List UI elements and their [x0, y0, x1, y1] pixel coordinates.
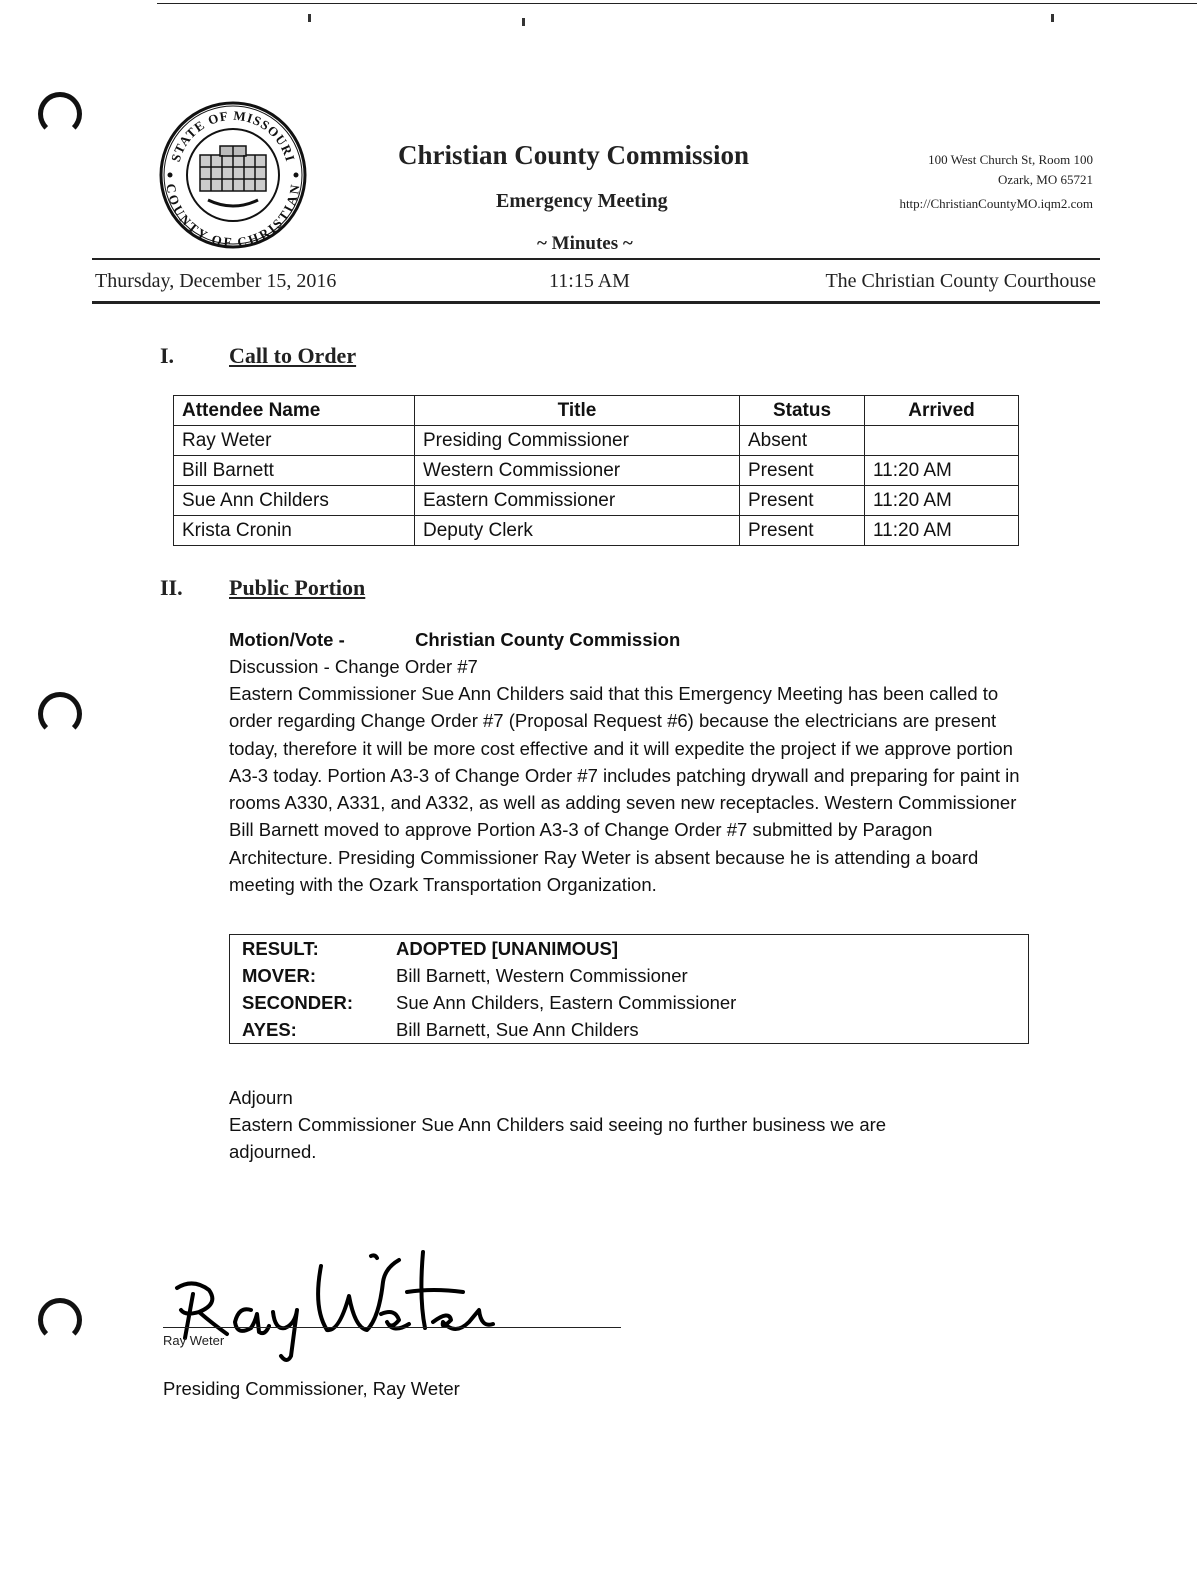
- table-header-row: [174, 396, 1019, 426]
- section-title-public-portion: Public Portion: [229, 575, 366, 600]
- attendee-arrived: 11:20 AM: [865, 486, 1019, 516]
- svg-text:COUNTY OF CHRISTIAN: [163, 183, 302, 250]
- website-link[interactable]: http://ChristianCountyMO.iqm2.com: [899, 196, 1093, 211]
- result-value: ADOPTED [UNANIMOUS]: [396, 937, 618, 959]
- attendee-name: Bill Barnett: [174, 456, 415, 486]
- attendee-title: Presiding Commissioner: [415, 426, 740, 456]
- motion-body: Christian County Commission: [415, 629, 681, 650]
- scan-speck: [522, 18, 525, 26]
- punch-hole-mark: [38, 92, 82, 136]
- vote-result-box: [229, 934, 1029, 1044]
- result-row: [230, 935, 1029, 963]
- attendee-name: Krista Cronin: [174, 516, 415, 546]
- result-label: RESULT:: [242, 937, 319, 959]
- attendee-status: Present: [740, 456, 865, 486]
- header-rule-bottom: [92, 301, 1100, 304]
- meeting-location: The Christian County Courthouse: [825, 270, 1096, 292]
- attendee-arrived: 11:20 AM: [865, 456, 1019, 486]
- scan-speck: [308, 14, 311, 22]
- signer-name: Ray Weter: [163, 1333, 225, 1348]
- scan-speck: [1051, 14, 1054, 22]
- seal-ring-bottom-text: COUNTY OF CHRISTIAN: [163, 182, 303, 250]
- courthouse-icon: [200, 146, 266, 206]
- column-header-arrived: Arrived: [865, 396, 1019, 426]
- attendee-title: Deputy Clerk: [415, 516, 740, 546]
- table-row: [174, 516, 1019, 546]
- address-block: [833, 150, 1093, 214]
- mover-row: [230, 962, 1029, 989]
- seconder-value: Sue Ann Childers, Eastern Commissioner: [396, 991, 737, 1013]
- section-number: II.: [160, 575, 183, 600]
- attendee-arrived: 11:20 AM: [865, 516, 1019, 546]
- meeting-time: 11:15 AM: [549, 270, 630, 292]
- attendee-status: Absent: [740, 426, 865, 456]
- table-row: [174, 426, 1019, 456]
- attendee-status: Present: [740, 516, 865, 546]
- section-title-call-to-order: Call to Order: [229, 343, 357, 368]
- column-header-title: Title: [415, 396, 740, 426]
- attendee-title: Eastern Commissioner: [415, 486, 740, 516]
- discussion-line: Discussion - Change Order #7: [229, 656, 478, 677]
- top-edge-rule: [157, 3, 1197, 4]
- attendee-status: Present: [740, 486, 865, 516]
- ayes-value: Bill Barnett, Sue Ann Childers: [396, 1018, 639, 1040]
- attendance-table: [173, 395, 1019, 546]
- signature-caption: Presiding Commissioner, Ray Weter: [163, 1378, 460, 1399]
- table-row: [174, 456, 1019, 486]
- attendee-name: Ray Weter: [174, 426, 415, 456]
- mover-value: Bill Barnett, Western Commissioner: [396, 964, 688, 986]
- ayes-label: AYES:: [242, 1018, 297, 1040]
- ayes-row: [230, 1016, 1029, 1044]
- seconder-row: [230, 989, 1029, 1016]
- column-header-attendee-name: Attendee Name: [174, 396, 415, 426]
- header-rule-top: [92, 258, 1100, 260]
- address-line-1: 100 West Church St, Room 100: [928, 152, 1093, 167]
- attendee-name: Sue Ann Childers: [174, 486, 415, 516]
- meeting-date: Thursday, December 15, 2016: [95, 270, 337, 292]
- document-type: ~ Minutes ~: [537, 233, 633, 254]
- section-number: I.: [160, 343, 175, 368]
- table-row: [174, 486, 1019, 516]
- punch-hole-mark: [38, 692, 82, 736]
- motion-line: [229, 626, 1029, 653]
- address-line-2: Ozark, MO 65721: [998, 172, 1093, 187]
- handwritten-signature: [163, 1238, 543, 1368]
- signature-line: [163, 1327, 621, 1328]
- motion-label: Motion/Vote -: [229, 629, 345, 650]
- column-header-status: Status: [740, 396, 865, 426]
- mover-label: MOVER:: [242, 964, 316, 986]
- meeting-type: Emergency Meeting: [496, 190, 668, 212]
- county-seal-logo: [158, 100, 308, 250]
- adjourn-heading: Adjourn: [229, 1087, 293, 1108]
- seconder-label: SECONDER:: [242, 991, 354, 1013]
- discussion-paragraph: Eastern Commissioner Sue Ann Childers said that this Emergency Meeting has been called to order regarding Change Order #7 (Proposal Request #6) because the electricians are present today, therefore it will be more cost effective and it will expedite the project if we approve portion A3-3 today. Portion A3-3 of Change Order #7 includes patching drywall and preparing for paint in rooms A330, A331, and A332, as well as adding seven new receptacles. Western Commissioner Bill Barnett moved to approve Portion A3-3 of Change Order #7 submitted by Paragon Architecture. Presiding Commissioner Ray Weter is absent because he is attending a board meeting with the Ozark Transportation Organization.: [229, 683, 1020, 896]
- seal-ring-top-text: STATE OF MISSOURI: [167, 107, 299, 164]
- attendee-arrived: [865, 426, 1019, 456]
- punch-hole-mark: [38, 1298, 82, 1342]
- attendee-title: Western Commissioner: [415, 456, 740, 486]
- adjourn-text: Eastern Commissioner Sue Ann Childers said seeing no further business we are adjourned.: [229, 1114, 887, 1163]
- commission-title: Christian County Commission: [398, 140, 750, 170]
